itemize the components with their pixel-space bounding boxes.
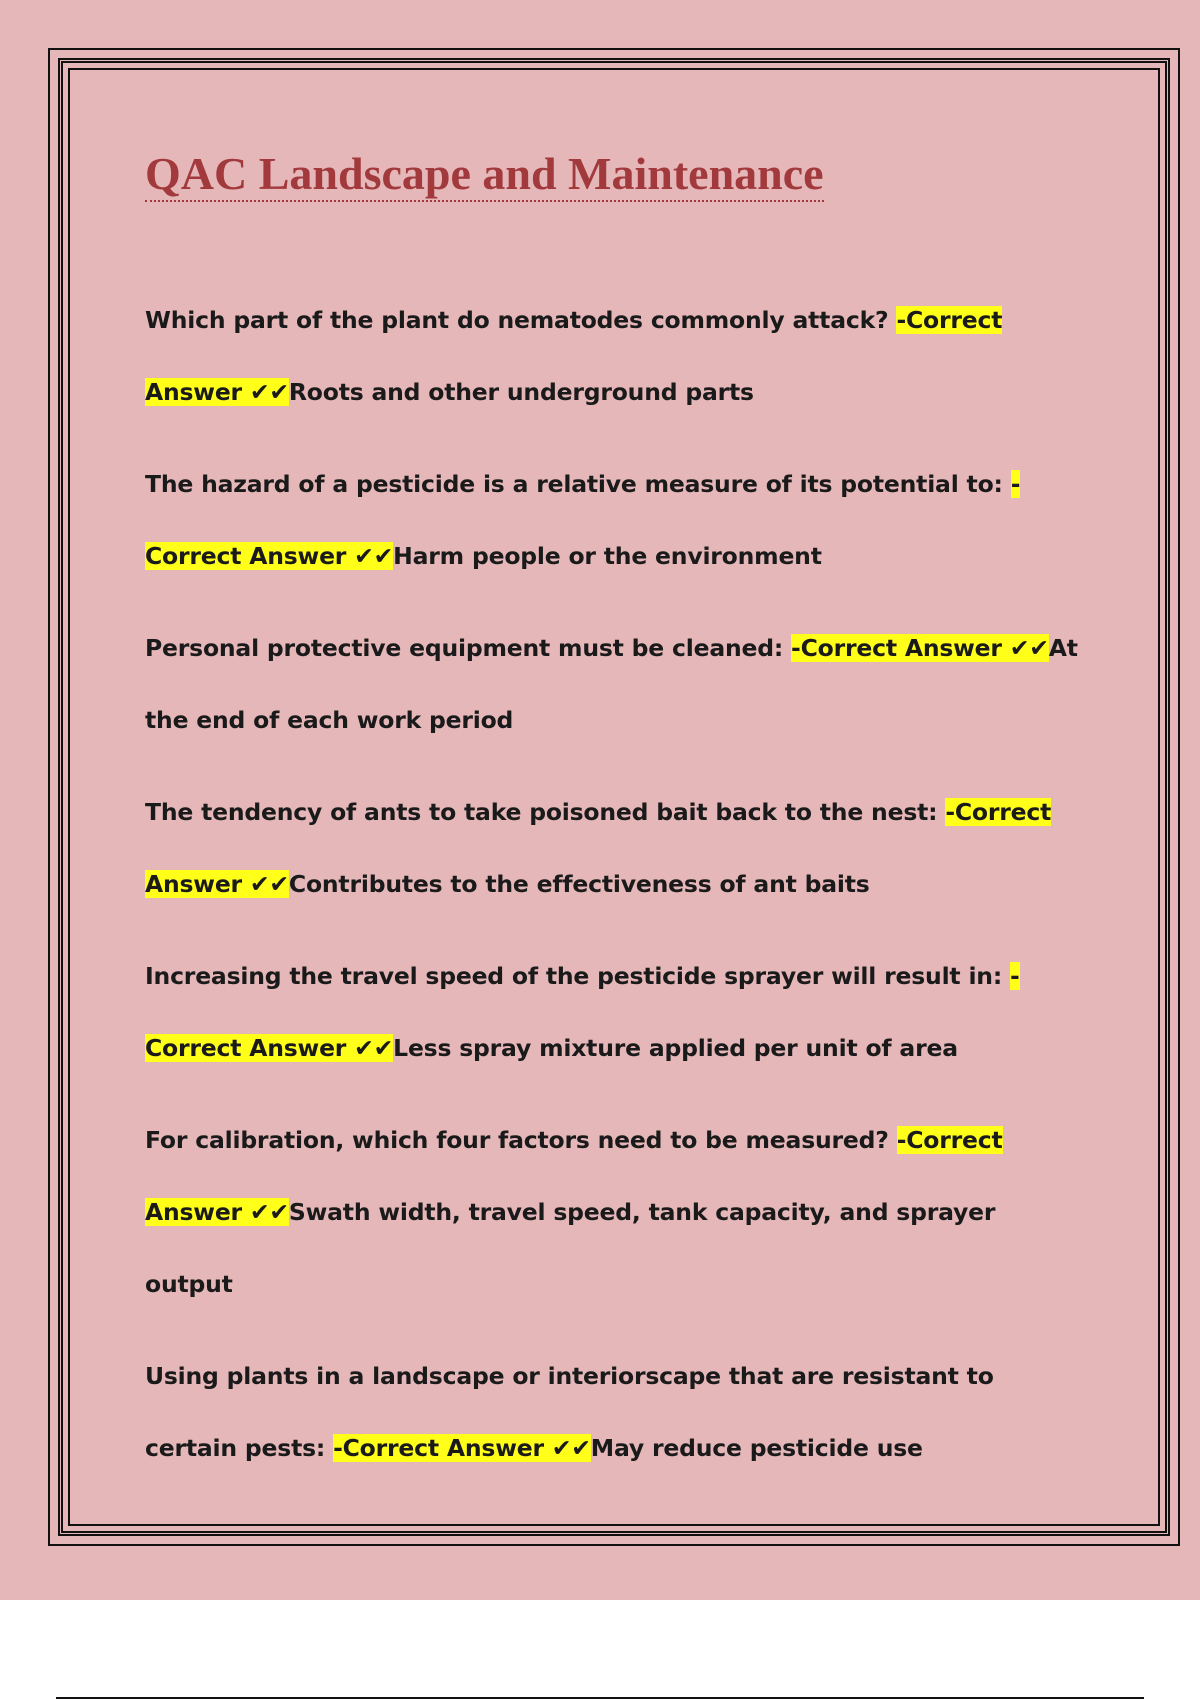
question-item: [145, 1340, 1085, 1484]
correct-answer-marker: -Correct Answer ✔✔: [145, 306, 1003, 406]
document-title: QAC Landscape and Maintenance: [145, 148, 824, 202]
question-list: [145, 284, 1085, 1504]
question-item: [145, 776, 1085, 920]
question-text: Increasing the travel speed of the pesticide sprayer will result in:: [145, 962, 1011, 990]
correct-answer-marker: -Correct Answer ✔✔: [333, 1434, 591, 1462]
answer-text: Less spray mixture applied per unit of area: [393, 1034, 958, 1062]
question-text: The hazard of a pesticide is a relative measure of its potential to:: [145, 470, 1011, 498]
answer-text: Swath width, travel speed, tank capacity, and sprayer output: [145, 1198, 996, 1298]
correct-answer-marker: -Correct Answer ✔✔: [145, 470, 1021, 570]
question-item: [145, 448, 1085, 592]
question-text: Personal protective equipment must be cleaned:: [145, 634, 792, 662]
question-item: [145, 612, 1085, 756]
correct-answer-marker: -Correct Answer ✔✔: [145, 962, 1020, 1062]
question-item: [145, 284, 1085, 428]
question-text: Which part of the plant do nematodes commonly attack?: [145, 306, 897, 334]
question-text: The tendency of ants to take poisoned bait back to the nest:: [145, 798, 946, 826]
answer-text: Roots and other underground parts: [288, 378, 754, 406]
answer-text: Contributes to the effectiveness of ant baits: [288, 870, 870, 898]
correct-answer-marker: -Correct Answer ✔✔: [145, 798, 1052, 898]
answer-text: May reduce pesticide use: [590, 1434, 923, 1462]
answer-text: Harm people or the environment: [393, 542, 822, 570]
question-text: For calibration, which four factors need to be measured?: [145, 1126, 897, 1154]
footer-rule: [56, 1697, 1144, 1699]
answer-text: At the end of each work period: [145, 634, 1078, 734]
question-text: Using plants in a landscape or interiorscape that are resistant to certain pests:: [145, 1362, 994, 1462]
correct-answer-marker: -Correct Answer ✔✔: [145, 1126, 1003, 1226]
question-item: [145, 940, 1085, 1084]
question-item: [145, 1104, 1085, 1320]
correct-answer-marker: -Correct Answer ✔✔: [791, 634, 1049, 662]
